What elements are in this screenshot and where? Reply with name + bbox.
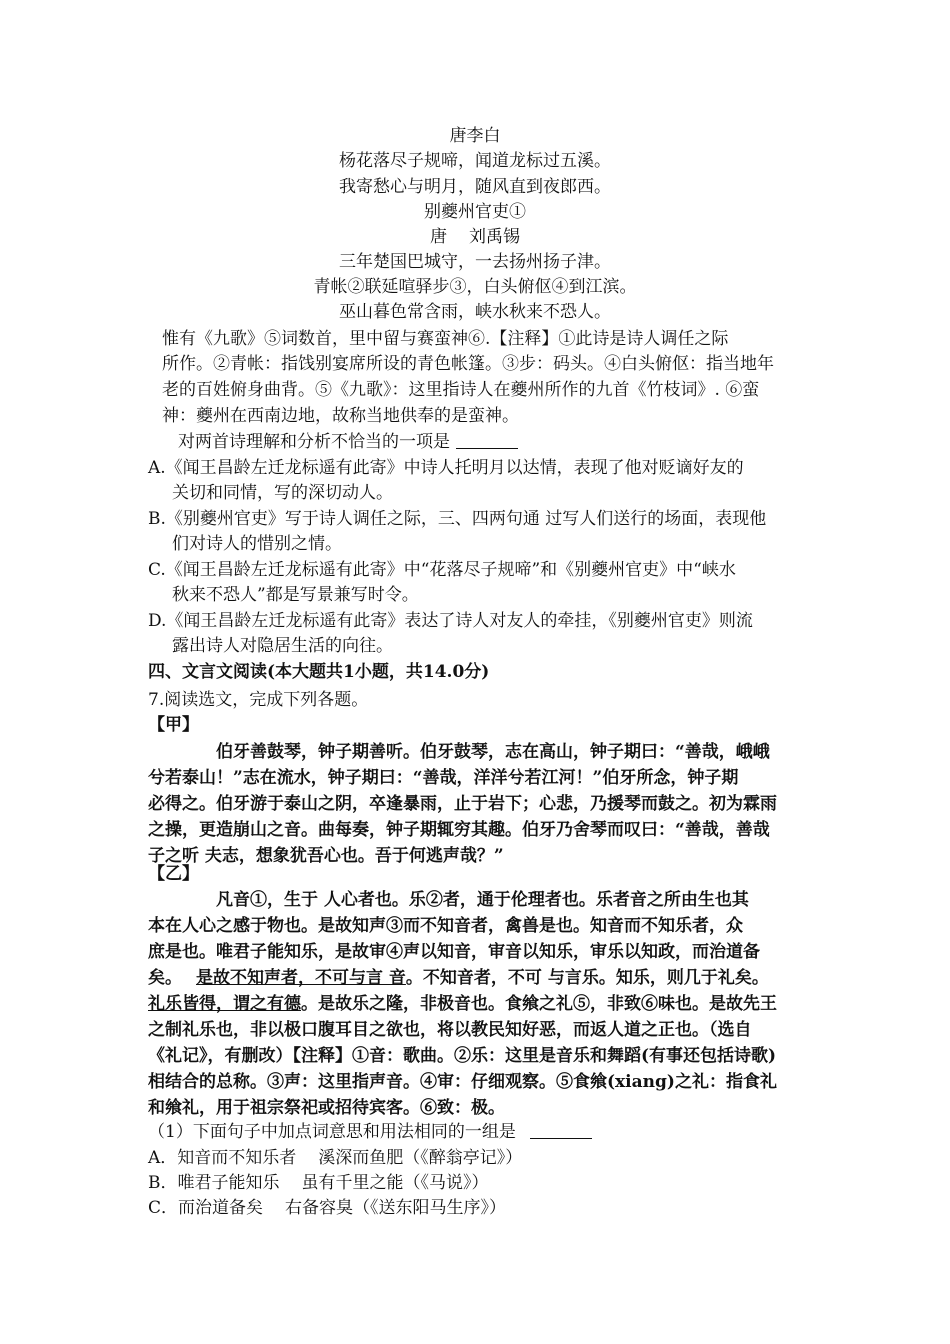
question-7-intro: 7.阅读选文，完成下列各题。 (148, 690, 369, 710)
q7-1-option-b-text: B．唯君子能知乐 (148, 1173, 280, 1193)
poem2-line-3: 巫山暮色常含雨，峡水秋来不恐人。 (339, 302, 611, 322)
underlined-sentence-2: 礼乐皆得，谓之有德 (148, 994, 301, 1014)
poem2-line-2: 青帐②联延喧驿步③，白头俯伛④到江滨。 (313, 277, 637, 297)
passage-jia-label: 【甲】 (148, 715, 199, 735)
note-line-1: 惟有《九歌》⑤词数首，里中留与赛蛮神⑥.【注释】①此诗是诗人调任之际 (162, 329, 729, 349)
question-7-1-text: （1）下面句子中加点词意思和用法相同的一组是 (148, 1122, 516, 1142)
yi-line-4-start: 矣。 (148, 968, 182, 988)
passage-yi-line-3: 庶是也。唯君子能知乐，是故审④声以知音，审音以知乐，审乐以知政，而治道备 (148, 942, 760, 962)
passage-yi-line-2: 本在人心之感于物也。是故知声③而不知音者，禽兽是也。知音而不知乐者，众 (148, 916, 743, 936)
q7-1-option-a (148, 1146, 522, 1170)
q7-1-option-c (148, 1196, 506, 1220)
option-a-line-1: A.《闻王昌龄左迁龙标遥有此寄》中诗人托明月以达情，表现了他对贬谪好友的 (148, 458, 744, 478)
passage-jia-line-5: 子之听 夫志，想象犹吾心也。吾于何逃声哉？” (148, 846, 504, 866)
poem2-line-1: 三年楚国巴城守，一去扬州扬子津。 (339, 252, 611, 272)
poem1-author: 唐李白 (449, 126, 501, 146)
poem1-line-1: 杨花落尽子规啼，闻道龙标过五溪。 (339, 151, 611, 171)
note-line-3: 老的百姓俯身曲背。⑤《九歌》：这里指诗人在夔州所作的九首《竹枝词》. ⑥蛮 (162, 380, 760, 400)
answer-blank-2 (530, 1122, 592, 1139)
option-d-line-1: D.《闻王昌龄左迁龙标遥有此寄》表达了诗人对友人的牵挂，《别夔州官吏》则流 (148, 611, 753, 631)
question-6-stem (178, 430, 518, 454)
poem2-author: 刘禹锡 (469, 227, 520, 247)
note-line-2: 所作。②青帐：指饯别宴席所设的青色帐篷。③步：码头。④白头俯伛：指当地年 (162, 354, 774, 374)
passage-yi-line-4 (148, 966, 769, 990)
passage-yi-line-9: 和飨礼，用于祖宗祭祀或招待宾客。⑥致：极。 (148, 1098, 505, 1118)
poem2-byline (0, 225, 950, 249)
passage-yi-line-1: 凡音①，生于 人心者也。乐②者，通于伦理者也。乐者音之所由生也其 (216, 890, 749, 910)
section-heading: 四、文言文阅读(本大题共1小题，共14.0分) (148, 662, 490, 682)
passage-yi-line-6: 之制礼乐也，非以极口腹耳目之欲也，将以教民知好恶，而返人道之正也。（选自 (148, 1020, 752, 1040)
q7-1-option-b-ref: 虽有千里之能（《马说》） (301, 1173, 489, 1193)
q7-1-option-b (148, 1171, 489, 1195)
option-a-line-2: 关切和同情，写的深切动人。 (172, 483, 393, 503)
underlined-sentence-1: 是故不知声者，不可与言 音 (196, 968, 406, 988)
yi-line-5-end: 。是故乐之隆，非极音也。食飨之礼⑤，非致⑥味也。是故先王 (301, 994, 777, 1014)
answer-blank (456, 432, 518, 449)
passage-yi-line-7: 《礼记》，有删改）【注释】①音：歌曲。②乐：这里是音乐和舞蹈(有事还包括诗歌) (148, 1046, 777, 1066)
q7-1-option-c-ref: 右备容臭（《送东阳马生序》） (285, 1198, 507, 1218)
option-b-line-1: B.《别夔州官吏》写于诗人调任之际，三、四两句通 过写人们送行的场面，表现他 (148, 509, 767, 529)
option-d-line-2: 露出诗人对隐居生活的向往。 (172, 636, 393, 656)
question-6-text: 对两首诗理解和分析不恰当的一项是 (178, 432, 450, 452)
passage-yi-line-5 (148, 992, 777, 1016)
yi-line-4-end: 。不知音者，不可 与言乐。知乐，则几于礼矣。 (405, 968, 769, 988)
passage-jia-line-2: 兮若泰山！”志在流水，钟子期曰：“善哉，洋洋兮若江河！”伯牙所念，钟子期 (148, 768, 739, 788)
passage-yi-label: 【乙】 (148, 864, 199, 884)
poem1-line-2: 我寄愁心与明月，随风直到夜郎西。 (339, 177, 611, 197)
passage-jia-line-4: 之操，更造崩山之音。曲每奏，钟子期辄穷其趣。伯牙乃舍琴而叹曰：“善哉，善哉 (148, 820, 770, 840)
passage-jia-line-3: 必得之。伯牙游于泰山之阴，卒逢暴雨，止于岩下；心悲，乃援琴而鼓之。初为霖雨 (148, 794, 777, 814)
option-c-line-2: 秋来不恐人”都是写景兼写时令。 (172, 585, 419, 605)
q7-1-option-a-ref: 溪深而鱼肥（《醉翁亭记》） (318, 1148, 523, 1168)
option-c-line-1: C.《闻王昌龄左迁龙标遥有此寄》中“花落尽子规啼”和《别夔州官吏》中“峡水 (148, 560, 736, 580)
question-7-1-stem (148, 1120, 592, 1144)
passage-yi-line-8: 相结合的总称。③声：这里指声音。④审：仔细观察。⑤食飨(xiang)之礼：指食礼 (148, 1072, 777, 1092)
option-b-line-2: 们对诗人的惜别之情。 (172, 534, 342, 554)
q7-1-option-c-text: C．而治道备矣 (148, 1198, 264, 1218)
passage-jia-line-1: 伯牙善鼓琴，钟子期善听。伯牙鼓琴，志在高山，钟子期曰：“善哉，峨峨 (216, 742, 770, 762)
q7-1-option-a-text: A．知音而不知乐者 (148, 1148, 297, 1168)
note-line-4: 神：夔州在西南边地，故称当地供奉的是蛮神。 (162, 406, 519, 426)
poem2-dynasty: 唐 (430, 227, 447, 247)
poem2-title: 别夔州官吏① (424, 202, 526, 222)
